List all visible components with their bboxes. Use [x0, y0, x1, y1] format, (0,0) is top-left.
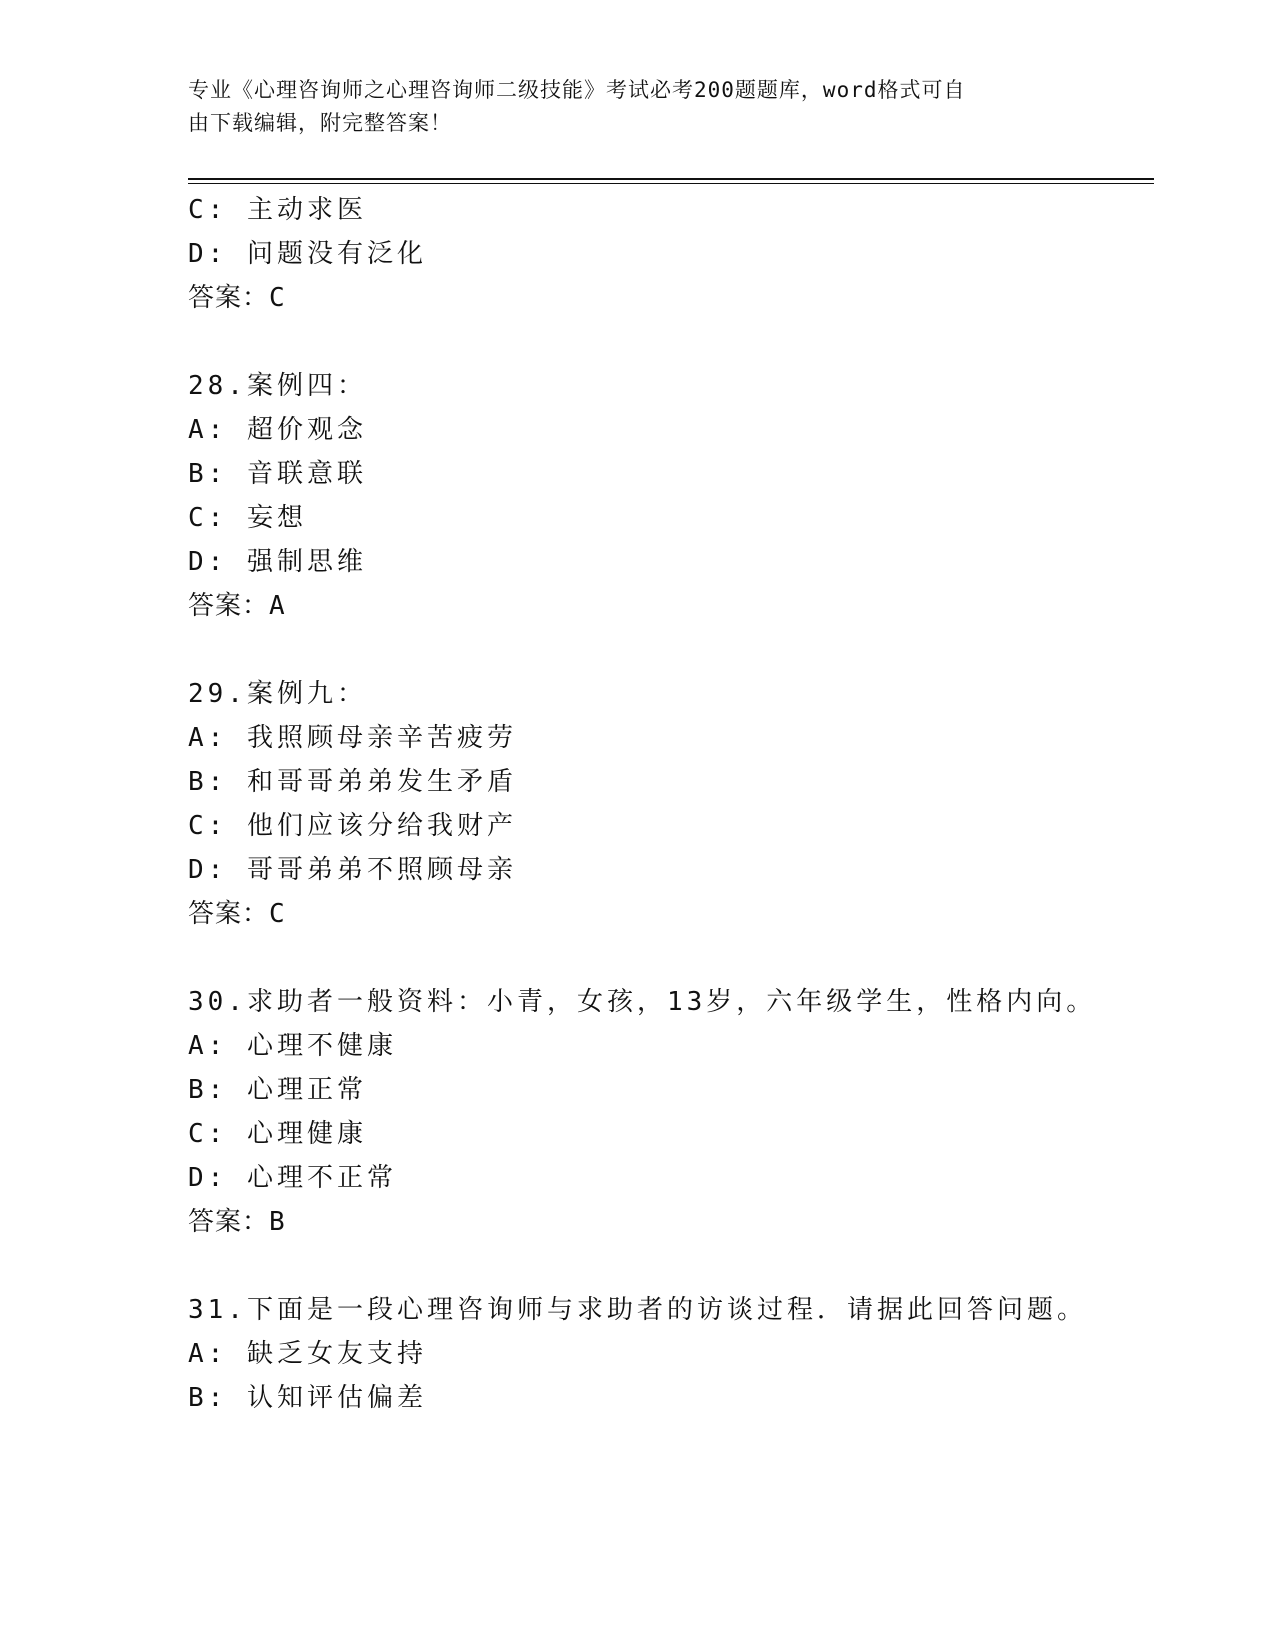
option-line: D: 强制思维 — [188, 547, 367, 577]
option-line: C: 他们应该分给我财产 — [188, 811, 517, 841]
question-line: 30.求助者一般资料：小青，女孩，13岁，六年级学生，性格内向。 — [188, 987, 1097, 1017]
question-line: 31.下面是一段心理咨询师与求助者的访谈过程．请据此回答问题。 — [188, 1295, 1087, 1325]
answer-line: 答案：C — [188, 283, 286, 313]
answer-line: 答案：A — [188, 591, 286, 621]
option-line: C: 心理健康 — [188, 1119, 367, 1149]
question-line: 29.案例九： — [188, 679, 367, 709]
option-line: A: 我照顾母亲辛苦疲劳 — [188, 723, 517, 753]
option-line: D: 心理不正常 — [188, 1163, 397, 1193]
answer-line: 答案：C — [188, 899, 286, 929]
header-line-2: 由下载编辑，附完整答案！ — [188, 111, 452, 135]
document-header — [188, 74, 1068, 140]
header-line-1: 专业《心理咨询师之心理咨询师二级技能》考试必考200题题库，word格式可自 — [188, 78, 966, 102]
option-line: D: 哥哥弟弟不照顾母亲 — [188, 855, 517, 885]
option-line: B: 心理正常 — [188, 1075, 367, 1105]
answer-line: 答案：B — [188, 1207, 286, 1237]
header-rule-thick — [188, 178, 1154, 180]
option-line: B: 认知评估偏差 — [188, 1383, 427, 1413]
option-line: C: 主动求医 — [188, 195, 367, 225]
question-line: 28.案例四： — [188, 371, 367, 401]
option-line: A: 缺乏女友支持 — [188, 1339, 427, 1369]
option-line: A: 超价观念 — [188, 415, 367, 445]
option-line: B: 音联意联 — [188, 459, 367, 489]
header-rule-thin — [188, 183, 1154, 184]
option-line: C: 妄想 — [188, 503, 307, 533]
option-line: A: 心理不健康 — [188, 1031, 397, 1061]
option-line: D: 问题没有泛化 — [188, 239, 427, 269]
option-line: B: 和哥哥弟弟发生矛盾 — [188, 767, 517, 797]
